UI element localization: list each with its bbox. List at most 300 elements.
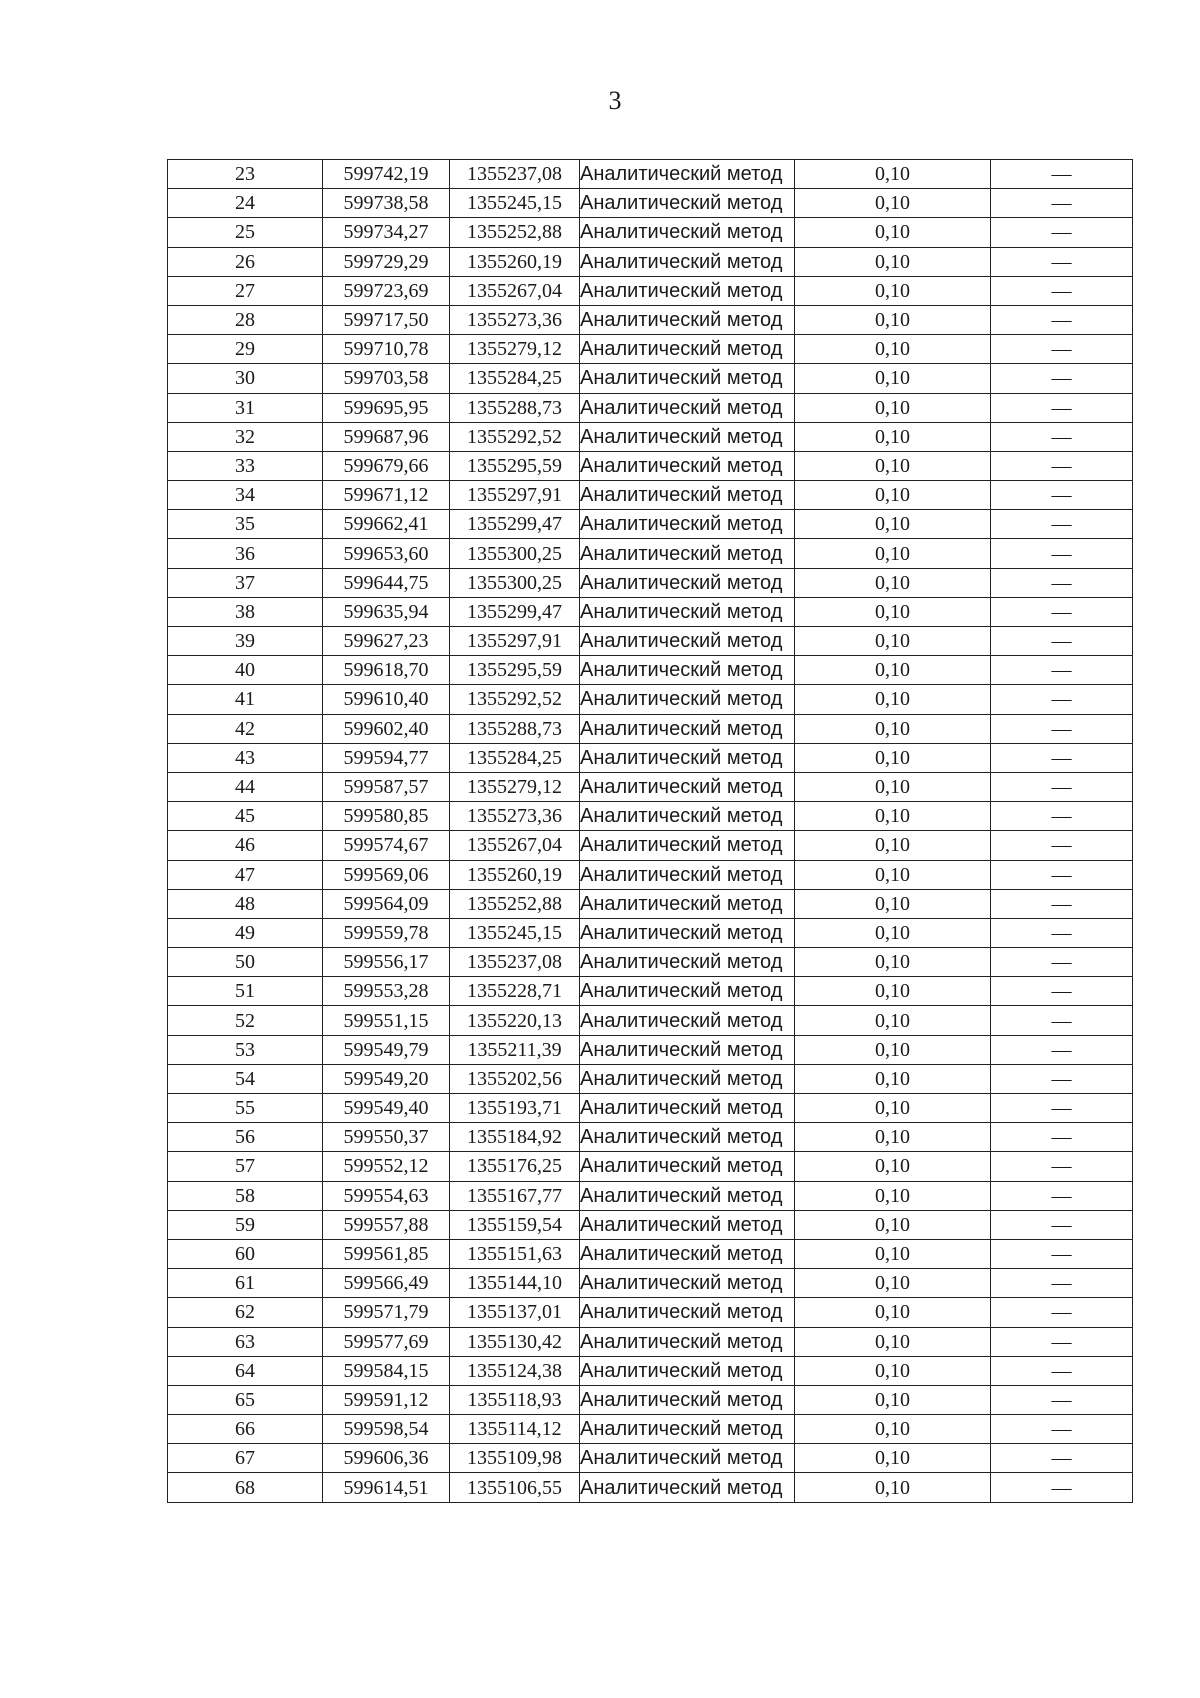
y-coordinate-cell: 1355245,15 [450,189,580,218]
table-row [168,189,1133,218]
y-coordinate-cell: 1355245,15 [450,918,580,947]
note-cell: — [991,948,1133,977]
table-row [168,1181,1133,1210]
accuracy-cell: 0,10 [795,1064,991,1093]
accuracy-cell: 0,10 [795,714,991,743]
x-coordinate-cell: 599610,40 [323,685,450,714]
accuracy-cell: 0,10 [795,1385,991,1414]
y-coordinate-cell: 1355300,25 [450,539,580,568]
point-number-cell: 60 [168,1239,323,1268]
accuracy-cell: 0,10 [795,1269,991,1298]
table-row [168,918,1133,947]
y-coordinate-cell: 1355202,56 [450,1064,580,1093]
x-coordinate-cell: 599552,12 [323,1152,450,1181]
table-row [168,1064,1133,1093]
accuracy-cell: 0,10 [795,831,991,860]
note-cell: — [991,160,1133,189]
y-coordinate-cell: 1355176,25 [450,1152,580,1181]
note-cell: — [991,1473,1133,1502]
table-row [168,1385,1133,1414]
y-coordinate-cell: 1355297,91 [450,627,580,656]
point-number-cell: 53 [168,1035,323,1064]
point-number-cell: 58 [168,1181,323,1210]
table-row [168,1327,1133,1356]
accuracy-cell: 0,10 [795,160,991,189]
x-coordinate-cell: 599602,40 [323,714,450,743]
accuracy-cell: 0,10 [795,1415,991,1444]
table-row [168,860,1133,889]
y-coordinate-cell: 1355300,25 [450,568,580,597]
x-coordinate-cell: 599580,85 [323,802,450,831]
method-cell: Аналитический метод [580,1298,795,1327]
y-coordinate-cell: 1355114,12 [450,1415,580,1444]
note-cell: — [991,1210,1133,1239]
point-number-cell: 41 [168,685,323,714]
x-coordinate-cell: 599653,60 [323,539,450,568]
note-cell: — [991,247,1133,276]
x-coordinate-cell: 599695,95 [323,393,450,422]
table-row [168,1035,1133,1064]
note-cell: — [991,1269,1133,1298]
method-cell: Аналитический метод [580,743,795,772]
y-coordinate-cell: 1355220,13 [450,1006,580,1035]
method-cell: Аналитический метод [580,918,795,947]
y-coordinate-cell: 1355228,71 [450,977,580,1006]
note-cell: — [991,510,1133,539]
method-cell: Аналитический метод [580,772,795,801]
method-cell: Аналитический метод [580,1181,795,1210]
note-cell: — [991,889,1133,918]
method-cell: Аналитический метод [580,510,795,539]
table-row [168,948,1133,977]
point-number-cell: 65 [168,1385,323,1414]
point-number-cell: 25 [168,218,323,247]
accuracy-cell: 0,10 [795,1356,991,1385]
y-coordinate-cell: 1355297,91 [450,481,580,510]
y-coordinate-cell: 1355292,52 [450,422,580,451]
note-cell: — [991,860,1133,889]
table-row [168,1415,1133,1444]
accuracy-cell: 0,10 [795,1181,991,1210]
point-number-cell: 40 [168,656,323,685]
note-cell: — [991,481,1133,510]
x-coordinate-cell: 599606,36 [323,1444,450,1473]
note-cell: — [991,1415,1133,1444]
y-coordinate-cell: 1355284,25 [450,364,580,393]
x-coordinate-cell: 599627,23 [323,627,450,656]
note-cell: — [991,539,1133,568]
x-coordinate-cell: 599671,12 [323,481,450,510]
note-cell: — [991,918,1133,947]
table-row [168,1239,1133,1268]
y-coordinate-cell: 1355137,01 [450,1298,580,1327]
x-coordinate-cell: 599591,12 [323,1385,450,1414]
point-number-cell: 55 [168,1094,323,1123]
accuracy-cell: 0,10 [795,1152,991,1181]
coordinates-table [167,159,1133,1503]
table-row [168,743,1133,772]
accuracy-cell: 0,10 [795,1006,991,1035]
table-row [168,247,1133,276]
table-row [168,393,1133,422]
accuracy-cell: 0,10 [795,189,991,218]
x-coordinate-cell: 599556,17 [323,948,450,977]
method-cell: Аналитический метод [580,1385,795,1414]
note-cell: — [991,743,1133,772]
y-coordinate-cell: 1355288,73 [450,393,580,422]
table-row [168,1269,1133,1298]
x-coordinate-cell: 599577,69 [323,1327,450,1356]
accuracy-cell: 0,10 [795,305,991,334]
note-cell: — [991,1094,1133,1123]
accuracy-cell: 0,10 [795,451,991,480]
method-cell: Аналитический метод [580,481,795,510]
accuracy-cell: 0,10 [795,627,991,656]
x-coordinate-cell: 599569,06 [323,860,450,889]
x-coordinate-cell: 599561,85 [323,1239,450,1268]
table-row [168,1210,1133,1239]
point-number-cell: 34 [168,481,323,510]
table-row [168,276,1133,305]
y-coordinate-cell: 1355151,63 [450,1239,580,1268]
table-row [168,977,1133,1006]
y-coordinate-cell: 1355273,36 [450,802,580,831]
point-number-cell: 51 [168,977,323,1006]
accuracy-cell: 0,10 [795,539,991,568]
accuracy-cell: 0,10 [795,393,991,422]
x-coordinate-cell: 599584,15 [323,1356,450,1385]
y-coordinate-cell: 1355299,47 [450,510,580,539]
y-coordinate-cell: 1355237,08 [450,160,580,189]
table-row [168,335,1133,364]
note-cell: — [991,597,1133,626]
accuracy-cell: 0,10 [795,276,991,305]
method-cell: Аналитический метод [580,1006,795,1035]
point-number-cell: 56 [168,1123,323,1152]
point-number-cell: 33 [168,451,323,480]
table-row [168,1006,1133,1035]
method-cell: Аналитический метод [580,597,795,626]
method-cell: Аналитический метод [580,160,795,189]
x-coordinate-cell: 599559,78 [323,918,450,947]
table-row [168,656,1133,685]
accuracy-cell: 0,10 [795,1239,991,1268]
x-coordinate-cell: 599614,51 [323,1473,450,1502]
x-coordinate-cell: 599742,19 [323,160,450,189]
accuracy-cell: 0,10 [795,218,991,247]
method-cell: Аналитический метод [580,802,795,831]
method-cell: Аналитический метод [580,305,795,334]
accuracy-cell: 0,10 [795,889,991,918]
y-coordinate-cell: 1355211,39 [450,1035,580,1064]
y-coordinate-cell: 1355167,77 [450,1181,580,1210]
y-coordinate-cell: 1355193,71 [450,1094,580,1123]
note-cell: — [991,1064,1133,1093]
y-coordinate-cell: 1355279,12 [450,335,580,364]
accuracy-cell: 0,10 [795,1444,991,1473]
x-coordinate-cell: 599717,50 [323,305,450,334]
note-cell: — [991,1006,1133,1035]
point-number-cell: 28 [168,305,323,334]
y-coordinate-cell: 1355106,55 [450,1473,580,1502]
method-cell: Аналитический метод [580,1239,795,1268]
note-cell: — [991,422,1133,451]
method-cell: Аналитический метод [580,451,795,480]
x-coordinate-cell: 599703,58 [323,364,450,393]
y-coordinate-cell: 1355292,52 [450,685,580,714]
y-coordinate-cell: 1355252,88 [450,218,580,247]
x-coordinate-cell: 599550,37 [323,1123,450,1152]
table-row [168,568,1133,597]
y-coordinate-cell: 1355267,04 [450,276,580,305]
y-coordinate-cell: 1355273,36 [450,305,580,334]
accuracy-cell: 0,10 [795,1473,991,1502]
table-row [168,218,1133,247]
method-cell: Аналитический метод [580,422,795,451]
method-cell: Аналитический метод [580,393,795,422]
method-cell: Аналитический метод [580,1064,795,1093]
y-coordinate-cell: 1355159,54 [450,1210,580,1239]
note-cell: — [991,977,1133,1006]
accuracy-cell: 0,10 [795,860,991,889]
note-cell: — [991,276,1133,305]
point-number-cell: 68 [168,1473,323,1502]
method-cell: Аналитический метод [580,1444,795,1473]
note-cell: — [991,656,1133,685]
note-cell: — [991,831,1133,860]
x-coordinate-cell: 599574,67 [323,831,450,860]
method-cell: Аналитический метод [580,1269,795,1298]
method-cell: Аналитический метод [580,656,795,685]
accuracy-cell: 0,10 [795,1035,991,1064]
accuracy-cell: 0,10 [795,568,991,597]
method-cell: Аналитический метод [580,948,795,977]
point-number-cell: 66 [168,1415,323,1444]
point-number-cell: 36 [168,539,323,568]
point-number-cell: 67 [168,1444,323,1473]
x-coordinate-cell: 599723,69 [323,276,450,305]
x-coordinate-cell: 599549,79 [323,1035,450,1064]
table-row [168,160,1133,189]
x-coordinate-cell: 599635,94 [323,597,450,626]
point-number-cell: 44 [168,772,323,801]
x-coordinate-cell: 599557,88 [323,1210,450,1239]
table-row [168,831,1133,860]
table-row [168,1123,1133,1152]
accuracy-cell: 0,10 [795,1094,991,1123]
x-coordinate-cell: 599679,66 [323,451,450,480]
accuracy-cell: 0,10 [795,1210,991,1239]
method-cell: Аналитический метод [580,1094,795,1123]
method-cell: Аналитический метод [580,685,795,714]
point-number-cell: 63 [168,1327,323,1356]
point-number-cell: 54 [168,1064,323,1093]
note-cell: — [991,451,1133,480]
method-cell: Аналитический метод [580,714,795,743]
y-coordinate-cell: 1355267,04 [450,831,580,860]
point-number-cell: 64 [168,1356,323,1385]
y-coordinate-cell: 1355288,73 [450,714,580,743]
x-coordinate-cell: 599571,79 [323,1298,450,1327]
x-coordinate-cell: 599549,40 [323,1094,450,1123]
note-cell: — [991,1123,1133,1152]
method-cell: Аналитический метод [580,539,795,568]
accuracy-cell: 0,10 [795,364,991,393]
point-number-cell: 48 [168,889,323,918]
accuracy-cell: 0,10 [795,802,991,831]
method-cell: Аналитический метод [580,1356,795,1385]
table-row [168,889,1133,918]
table-row [168,1152,1133,1181]
x-coordinate-cell: 599662,41 [323,510,450,539]
method-cell: Аналитический метод [580,1152,795,1181]
y-coordinate-cell: 1355284,25 [450,743,580,772]
table-row [168,422,1133,451]
x-coordinate-cell: 599587,57 [323,772,450,801]
table-row [168,1298,1133,1327]
table-row [168,451,1133,480]
table-row [168,714,1133,743]
table-row [168,802,1133,831]
point-number-cell: 30 [168,364,323,393]
accuracy-cell: 0,10 [795,918,991,947]
note-cell: — [991,714,1133,743]
y-coordinate-cell: 1355260,19 [450,247,580,276]
point-number-cell: 62 [168,1298,323,1327]
note-cell: — [991,1327,1133,1356]
note-cell: — [991,1385,1133,1414]
point-number-cell: 46 [168,831,323,860]
x-coordinate-cell: 599564,09 [323,889,450,918]
point-number-cell: 38 [168,597,323,626]
note-cell: — [991,305,1133,334]
x-coordinate-cell: 599734,27 [323,218,450,247]
point-number-cell: 29 [168,335,323,364]
coordinates-table-body [168,160,1133,1503]
x-coordinate-cell: 599710,78 [323,335,450,364]
y-coordinate-cell: 1355124,38 [450,1356,580,1385]
x-coordinate-cell: 599644,75 [323,568,450,597]
method-cell: Аналитический метод [580,889,795,918]
note-cell: — [991,393,1133,422]
accuracy-cell: 0,10 [795,977,991,1006]
point-number-cell: 32 [168,422,323,451]
table-row [168,1094,1133,1123]
point-number-cell: 24 [168,189,323,218]
note-cell: — [991,802,1133,831]
method-cell: Аналитический метод [580,364,795,393]
method-cell: Аналитический метод [580,276,795,305]
x-coordinate-cell: 599554,63 [323,1181,450,1210]
point-number-cell: 47 [168,860,323,889]
note-cell: — [991,189,1133,218]
table-row [168,685,1133,714]
accuracy-cell: 0,10 [795,481,991,510]
method-cell: Аналитический метод [580,831,795,860]
x-coordinate-cell: 599618,70 [323,656,450,685]
method-cell: Аналитический метод [580,1035,795,1064]
note-cell: — [991,568,1133,597]
table-row [168,364,1133,393]
x-coordinate-cell: 599738,58 [323,189,450,218]
note-cell: — [991,218,1133,247]
y-coordinate-cell: 1355299,47 [450,597,580,626]
x-coordinate-cell: 599594,77 [323,743,450,772]
note-cell: — [991,1239,1133,1268]
method-cell: Аналитический метод [580,247,795,276]
x-coordinate-cell: 599553,28 [323,977,450,1006]
table-row [168,772,1133,801]
point-number-cell: 57 [168,1152,323,1181]
accuracy-cell: 0,10 [795,685,991,714]
method-cell: Аналитический метод [580,1415,795,1444]
y-coordinate-cell: 1355252,88 [450,889,580,918]
note-cell: — [991,364,1133,393]
x-coordinate-cell: 599729,29 [323,247,450,276]
page-number: 3 [608,86,622,115]
table-row [168,510,1133,539]
point-number-cell: 42 [168,714,323,743]
point-number-cell: 39 [168,627,323,656]
point-number-cell: 26 [168,247,323,276]
accuracy-cell: 0,10 [795,1327,991,1356]
method-cell: Аналитический метод [580,189,795,218]
table-row [168,481,1133,510]
point-number-cell: 52 [168,1006,323,1035]
table-row [168,1356,1133,1385]
x-coordinate-cell: 599566,49 [323,1269,450,1298]
method-cell: Аналитический метод [580,335,795,364]
method-cell: Аналитический метод [580,218,795,247]
y-coordinate-cell: 1355118,93 [450,1385,580,1414]
accuracy-cell: 0,10 [795,510,991,539]
accuracy-cell: 0,10 [795,335,991,364]
accuracy-cell: 0,10 [795,772,991,801]
x-coordinate-cell: 599551,15 [323,1006,450,1035]
accuracy-cell: 0,10 [795,597,991,626]
method-cell: Аналитический метод [580,568,795,597]
point-number-cell: 37 [168,568,323,597]
y-coordinate-cell: 1355109,98 [450,1444,580,1473]
method-cell: Аналитический метод [580,1327,795,1356]
note-cell: — [991,685,1133,714]
accuracy-cell: 0,10 [795,247,991,276]
method-cell: Аналитический метод [580,1123,795,1152]
point-number-cell: 45 [168,802,323,831]
point-number-cell: 35 [168,510,323,539]
y-coordinate-cell: 1355130,42 [450,1327,580,1356]
note-cell: — [991,1152,1133,1181]
accuracy-cell: 0,10 [795,422,991,451]
accuracy-cell: 0,10 [795,1298,991,1327]
table-row [168,1473,1133,1502]
x-coordinate-cell: 599598,54 [323,1415,450,1444]
note-cell: — [991,1444,1133,1473]
point-number-cell: 31 [168,393,323,422]
point-number-cell: 49 [168,918,323,947]
y-coordinate-cell: 1355237,08 [450,948,580,977]
accuracy-cell: 0,10 [795,948,991,977]
point-number-cell: 50 [168,948,323,977]
note-cell: — [991,1356,1133,1385]
point-number-cell: 59 [168,1210,323,1239]
x-coordinate-cell: 599687,96 [323,422,450,451]
table-row [168,1444,1133,1473]
point-number-cell: 27 [168,276,323,305]
point-number-cell: 23 [168,160,323,189]
point-number-cell: 43 [168,743,323,772]
table-row [168,597,1133,626]
